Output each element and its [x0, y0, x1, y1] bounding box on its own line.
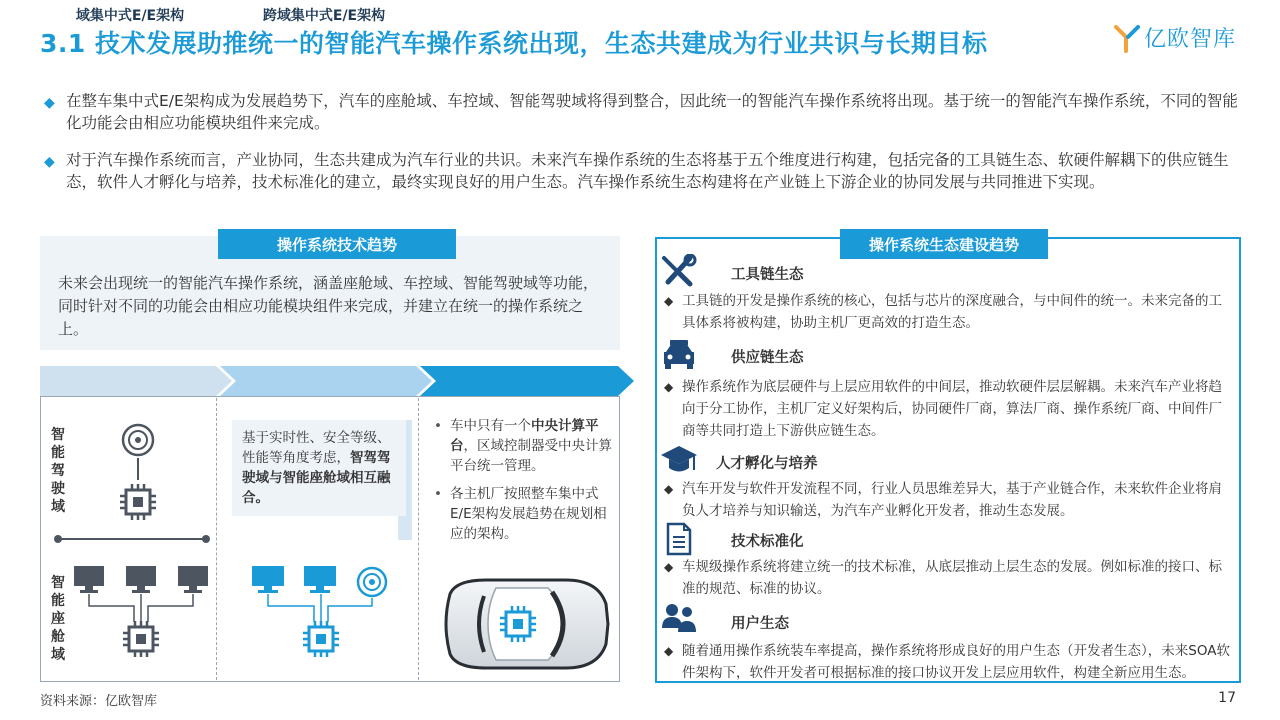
logo: [1114, 22, 1236, 53]
stage-arrow-2: [220, 366, 432, 396]
domain-separator: [56, 538, 206, 540]
graduation-cap-icon: [660, 444, 698, 478]
source-note: 资料来源：亿欧智库: [40, 694, 158, 709]
fusion-note-text: [242, 428, 402, 508]
users-icon: [660, 602, 698, 636]
intro-bullet-2: [44, 149, 1240, 193]
section-title-user-ecosystem: 用户生态: [731, 616, 789, 632]
section-title-supply-chain: 供应链生态: [731, 350, 804, 366]
stage-arrow-1: [40, 366, 232, 396]
intro-bullet-1: [44, 90, 1240, 134]
separator-dot: [202, 535, 210, 543]
diamond-bullet-icon: ◆: [44, 154, 55, 170]
car-icon: [660, 338, 698, 372]
document-icon: [660, 522, 698, 556]
yiou-logo-icon: [1114, 23, 1140, 53]
page-title: 3.1 技术发展助推统一的智能汽车操作系统出现，生态共建成为行业共识与长期目标: [40, 29, 988, 58]
central-arch-list: [430, 416, 616, 552]
section-title-standardization: 技术标准化: [731, 534, 804, 550]
tech-trend-header: 操作系统技术趋势: [218, 229, 456, 259]
diamond-bullet-icon: ◆: [44, 95, 55, 111]
separator-dot: [54, 535, 62, 543]
stage-label-2: 跨域集中式E/E架构: [262, 8, 386, 24]
section-text-supply-chain: ◆ 操作系统作为底层硬件与上层应用软件的中间层，推动软硬件层层解耦。未来汽车产业将趋向于分工协作，主机厂定义好架构后，协同硬件厂商，算法厂商、操作系统厂商、中间件厂商等共同打造上下游供应链生态。: [664, 379, 1222, 439]
central-arch-item-1: • 车中只有一个中央计算平台，区域控制器受中央计算平台统一管理。: [430, 416, 616, 476]
stage-label-1: 域集中式E/E架构: [75, 8, 185, 24]
architecture-stage-arrows: [40, 366, 634, 396]
divider-dashed-2: [418, 398, 419, 680]
divider-dashed-1: [216, 398, 217, 680]
label-smart-cockpit: 智能座舱域: [51, 575, 65, 663]
logo-text: 亿欧智库: [1143, 27, 1236, 52]
section-title-talent: 人才孵化与培养: [716, 456, 818, 472]
intro-bullet-1-text: 在整车集中式E/E架构成为发展趋势下，汽车的座舱域、车控域、智能驾驶域将得到整合，因此统一的智能汽车操作系统将出现。基于统一的智能汽车操作系统，不同的智能化功能会由相应功能模块组件来完成。: [66, 92, 1238, 132]
central-arch-item-2: • 各主机厂按照整车集中式E/E架构发展趋势在规划相应的架构。: [430, 484, 616, 544]
chip-icon: [118, 482, 158, 522]
cross-domain-diagram: [250, 566, 400, 666]
label-smart-driving: 智能驾驶域: [51, 427, 65, 515]
intro-bullet-2-text: 对于汽车操作系统而言，产业协同，生态共建成为汽车行业的共识。未来汽车操作系统的生态将基于五个维度进行构建，包括完备的工具链生态、软硬件解耦下的供应链生态，软件人才孵化与培养，技术标准化的建立，最终实现良好的用户生态。汽车操作系统生态构建将在产业链上下游企业的协同发展与共同推进下实现。: [66, 151, 1229, 191]
car-topview-icon: [436, 574, 612, 674]
fusion-note-bold: 智驾驾驶域与智能座舱域相互融合。: [242, 450, 391, 506]
section-text-standardization: ◆ 车规级操作系统将建立统一的技术标准，从底层推动上层生态的发展。例如标准的接口、标准的规范、标准的协议。: [664, 559, 1222, 597]
ecosystem-trend-header: 操作系统生态建设趋势: [840, 229, 1048, 259]
section-text-talent: ◆ 汽车开发与软件开发流程不同，行业人员思维差异大，基于产业链合作，未来软件企业将肩负人才培养与知识输送，为汽车产业孵化开发者，推动生态发展。: [664, 481, 1222, 519]
section-title-toolchain: 工具链生态: [731, 267, 804, 283]
stage-label-3: 整车集中式E/E架构: [464, 8, 588, 24]
section-text-user-ecosystem: ◆ 随着通用操作系统装车率提高，操作系统将形成良好的用户生态（开发者生态），未来SOA软件架构下，软件开发者可根据标准的接口协议开发上层应用软件，构建全新应用生态。: [664, 643, 1230, 681]
tech-trend-text: 未来会出现统一的智能汽车操作系统，涵盖座舱域、车控域、智能驾驶域等功能，同时针对不同的功能会由相应功能模块组件来完成，并建立在统一的操作系统之上。: [58, 274, 599, 338]
cockpit-domain-diagram: [70, 566, 215, 666]
steering-wheel-icon: [120, 422, 156, 458]
tools-icon: [660, 254, 698, 288]
connector-line: [136, 458, 140, 480]
page-number: 17: [1218, 690, 1236, 706]
section-text-toolchain: ◆ 工具链的开发是操作系统的核心，包括与芯片的深度融合，与中间件的统一。未来完备的工具体系将被构建，协助主机厂更高效的打造生态。: [664, 293, 1222, 331]
stage-arrow-3: [420, 366, 634, 396]
fusion-note-plain: 基于实时性、安全等级、性能等角度考虑，: [242, 430, 391, 466]
